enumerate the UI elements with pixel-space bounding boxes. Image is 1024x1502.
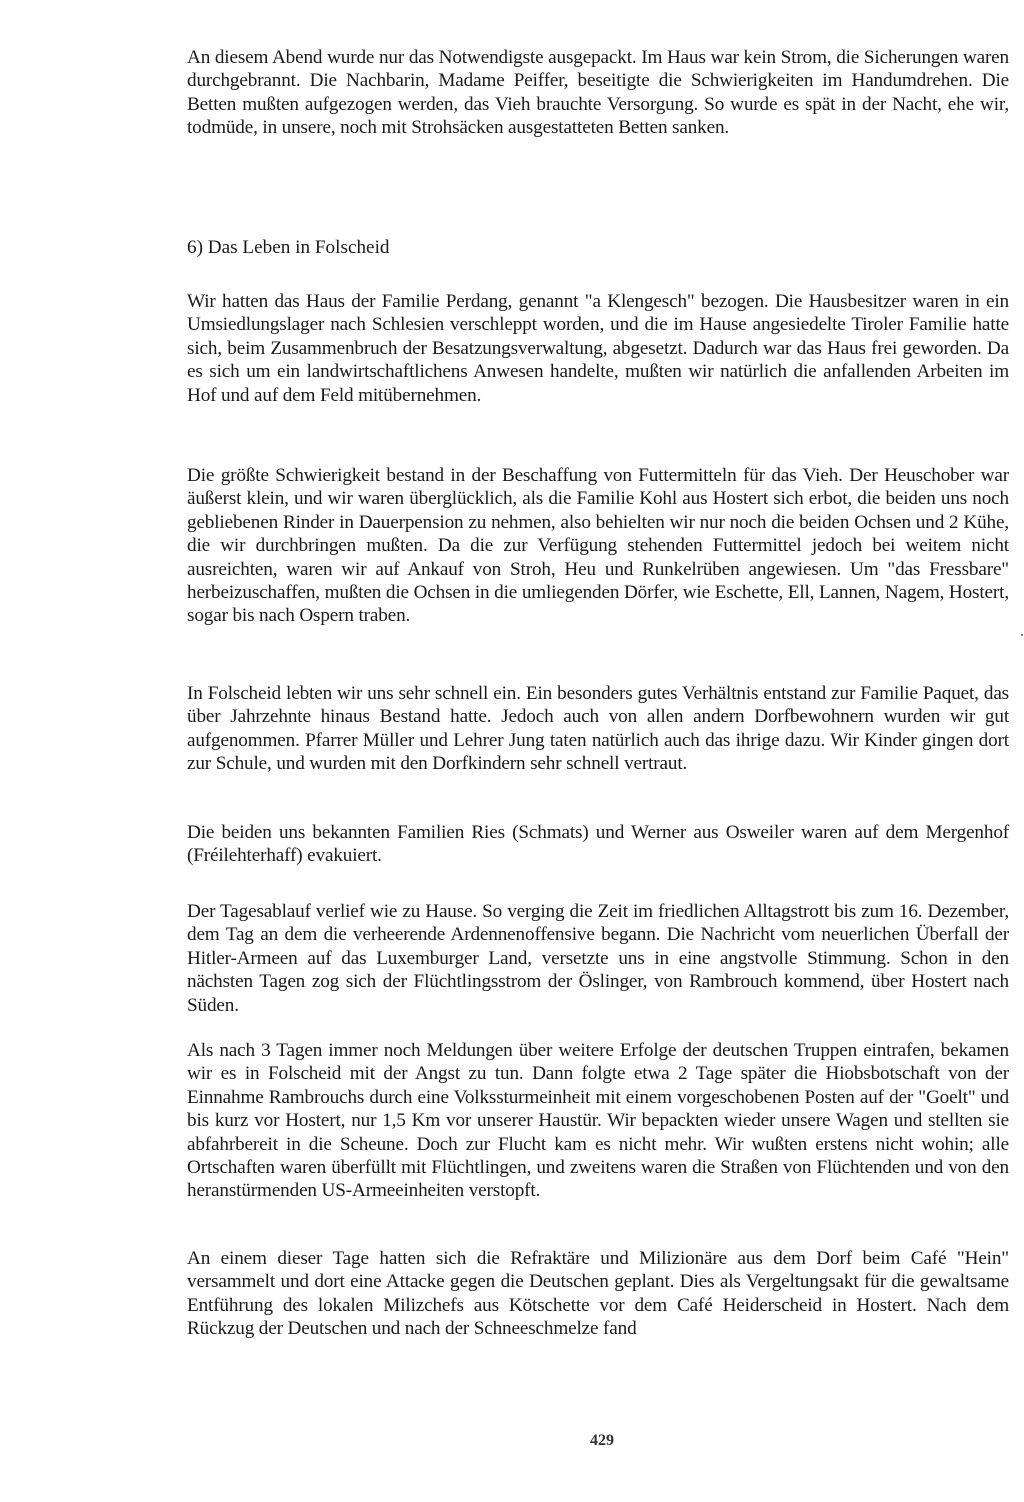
paragraph-fear-in-folscheid: Als nach 3 Tagen immer noch Meldungen über weitere Erfolge der deutschen Truppen eintrafen, bekamen wir es in Folscheid mit der Angst zu tun. Dann folgte etwa 2 Tage später die Hiobsbotschaft von der Einnahme Rambrouchs durch eine Volkssturmeinheit mit einem vorgeschobenen Posten auf der "Goelt" und bis kurz vor Hostert, nur 1,5 Km vor unserer Haustür. Wir bepackten wieder unsere Wagen und stellten sie abfahrbereit in die Scheune. Doch zur Flucht kam es nicht mehr. Wir wußten erstens nicht wohin; alle Ortschaften waren überfüllt mit Flüchtlingen, und zweitens waren die Straßen von Flüchtenden und von den heranstürmenden US-Armeeinheiten verstopft.: [187, 1040, 1009, 1202]
section-heading: 6) Das Leben in Folscheid: [187, 237, 390, 258]
paragraph-refractaires: An einem dieser Tage hatten sich die Refraktäre und Milizionäre aus dem Dorf beim Café "Hein" versammelt und dort eine Attacke gegen die Deutschen geplant. Dies als Vergeltungsakt für die gewaltsame Entführung des lokalen Milizchefs aus Kötschette vor dem Café Heiderscheid in Hostert. Nach dem Rückzug der Deutschen und nach der Schneeschmelze fand: [187, 1248, 1009, 1340]
page-number: 429: [590, 1432, 614, 1449]
paragraph-fodder: Die größte Schwierigkeit bestand in der Beschaffung von Futtermitteln für das Vieh. Der Heuschober war äußerst klein, und wir waren überglücklich, als die Familie Kohl aus Hostert sich erbot, die beiden uns noch gebliebenen Rinder in Dauerpension zu nehmen, also behielten wir nur noch die beiden Ochsen und 2 Kühe, die wir durchbringen mußten. Da die zur Verfügung stehenden Futtermittel jedoch bei weitem nicht ausreichten, waren wir auf Ankauf von Stroh, Heu und Runkelrüben angewiesen. Um "das Fressbare" herbeizuschaffen, mußten die Ochsen in die umliegenden Dörfer, wie Eschette, Ell, Lannen, Nagem, Hostert, sogar bis nach Ospern traben.: [187, 465, 1009, 627]
paragraph-ardennes-offensive: Der Tagesablauf verlief wie zu Hause. So verging die Zeit im friedlichen Alltagstrott bis zum 16. Dezember, dem Tag an dem die verheerende Ardennenoffensive begann. Die Nachricht vom neuerlichen Überfall der Hitler-Armeen auf das Luxemburger Land, versetzte uns in eine angstvolle Stimmung. Schon in den nächsten Tagen zog sich der Flüchtlingsstrom der Öslinger, von Rambrouch kommend, über Hostert nach Süden.: [187, 901, 1009, 1016]
paragraph-house-perdang: Wir hatten das Haus der Familie Perdang, genannt "a Klengesch" bezogen. Die Hausbesitzer waren in ein Umsiedlungslager nach Schlesien verschleppt worden, und die im Hause angesiedelte Tiroler Familie hatte sich, beim Zusammenbruch der Besatzungsverwaltung, abgesetzt. Dadurch war das Haus frei geworden. Da es sich um ein landwirtschaftlichens Anwesen handelte, mußten wir natürlich die anfallenden Arbeiten im Hof und auf dem Feld mitübernehmen.: [187, 291, 1009, 406]
margin-mark: [1021, 634, 1023, 636]
paragraph-families-mergenhof: Die beiden uns bekannten Familien Ries (Schmats) und Werner aus Osweiler waren auf dem Mergenhof (Fréilehterhaff) evakuiert.: [187, 822, 1009, 867]
paragraph-settling-in: In Folscheid lebten wir uns sehr schnell ein. Ein besonders gutes Verhältnis entstand zur Familie Paquet, das über Jahrzehnte hinaus Bestand hatte. Jedoch auch von allen andern Dorfbewohnern wurden wir gut aufgenommen. Pfarrer Müller und Lehrer Jung taten natürlich auch das ihrige dazu. Wir Kinder gingen dort zur Schule, und wurden mit den Dorfkindern sehr schnell vertraut.: [187, 683, 1009, 775]
paragraph-arrival-evening: An diesem Abend wurde nur das Notwendigste ausgepackt. Im Haus war kein Strom, die Sicherungen waren durchgebrannt. Die Nachbarin, Madame Peiffer, beseitigte die Schwierigkeiten im Handumdrehen. Die Betten mußten aufgezogen werden, das Vieh brauchte Versorgung. So wurde es spät in der Nacht, ehe wir, todmüde, in unsere, noch mit Strohsäcken ausgestatteten Betten sanken.: [187, 47, 1009, 139]
